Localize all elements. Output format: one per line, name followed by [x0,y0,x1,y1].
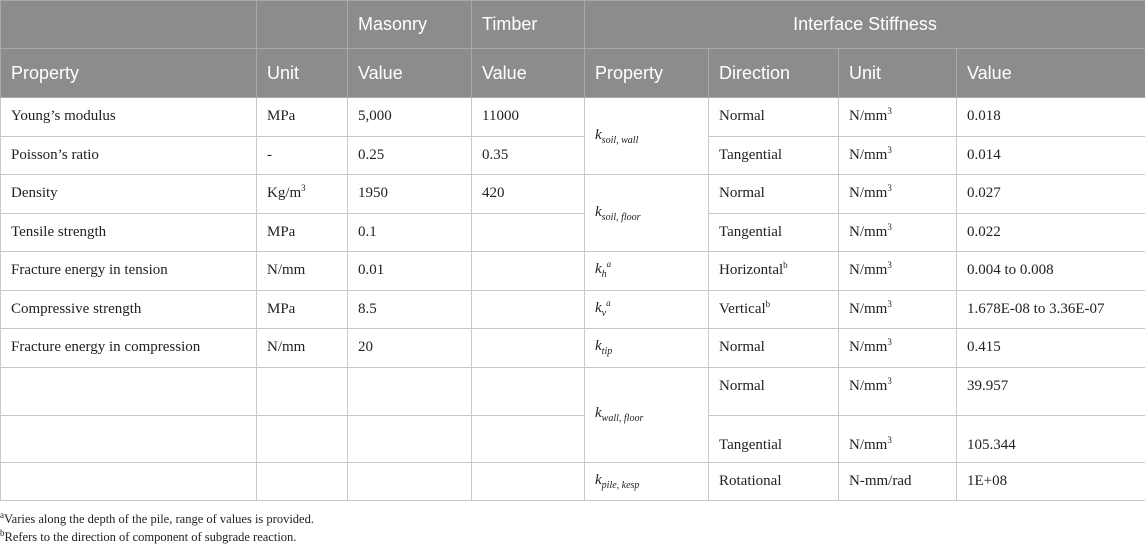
table-row [1,252,1145,291]
if-value-cell: 0.415 [957,329,1145,368]
footnote-a: $^a$Varies along the depth of the pile, range of values is provided. [0,509,314,526]
header-masonry: Masonry [348,1,472,49]
k-tip: $k_{tip}$ [585,329,709,368]
if-unit-cell: $N/mm^3$ [839,175,957,214]
k-wall-floor: $k_{wall, floor}$ [585,367,709,462]
table-row [1,136,1145,175]
direction-cell: Rotational [709,462,839,501]
empty-cell [257,416,348,463]
if-unit-cell: $N/mm^3$ [839,416,957,463]
table-row [1,329,1145,368]
unit-cell: MPa [257,213,348,252]
if-unit-cell: $N/mm^3$ [839,329,957,368]
empty-cell [472,462,585,501]
empty-cell [257,462,348,501]
if-value-cell: 1E+08 [957,462,1145,501]
if-unit-cell: $N/mm^3$ [839,252,957,291]
timber-value-cell [472,213,585,252]
unit-cell: N/mm [257,252,348,291]
empty-cell [348,416,472,463]
if-value-cell: 0.014 [957,136,1145,175]
k-soil-wall: $k_{soil, wall}$ [585,98,709,175]
header-timber: Timber [472,1,585,49]
header-blank [1,1,257,49]
if-unit-cell: $N/mm^3$ [839,367,957,416]
direction-cell: Tangential [709,213,839,252]
header-if-property: Property [585,49,709,98]
unit-cell: $Kg/m^3$ [257,175,348,214]
header-if-value: Value [957,49,1145,98]
if-unit-cell: $N/mm^3$ [839,213,957,252]
table-row [1,98,1145,137]
header-interface-stiffness: Interface Stiffness [585,1,1145,49]
masonry-value-cell: 0.01 [348,252,472,291]
direction-cell: Normal [709,98,839,137]
direction-cell: Tangential [709,416,839,463]
unit-cell: N/mm [257,329,348,368]
header-blank [257,1,348,49]
if-value-cell: 0.027 [957,175,1145,214]
header-if-unit: Unit [839,49,957,98]
if-value-cell: 0.004 to 0.008 [957,252,1145,291]
property-cell: Tensile strength [1,213,257,252]
timber-value-cell: 420 [472,175,585,214]
k-v: $k_v^a$ [585,290,709,329]
empty-cell [348,367,472,416]
header-property: Property [1,49,257,98]
direction-cell: Normal [709,175,839,214]
empty-cell [257,367,348,416]
k-pile-kesp: $k_{pile, kesp}$ [585,462,709,501]
footnote-b: $^b$Refers to the direction of component of subgrade reaction. [0,527,297,544]
if-value-cell: 1.678E-08 to 3.36E-07 [957,290,1145,329]
if-value-cell: 0.022 [957,213,1145,252]
if-value-cell: 39.957 [957,367,1145,416]
empty-cell [348,462,472,501]
masonry-value-cell: 0.25 [348,136,472,175]
timber-value-cell [472,290,585,329]
direction-cell: Vertical$^b$ [709,290,839,329]
property-cell: Compressive strength [1,290,257,329]
timber-value-cell [472,252,585,291]
table-row [1,367,1145,416]
property-cell: Poisson’s ratio [1,136,257,175]
masonry-value-cell: 20 [348,329,472,368]
direction-cell: Normal [709,367,839,416]
masonry-value-cell: 0.1 [348,213,472,252]
unit-cell: MPa [257,98,348,137]
header-timber-value: Value [472,49,585,98]
empty-cell [1,367,257,416]
if-unit-cell: $N/mm^3$ [839,136,957,175]
table-row [1,175,1145,214]
masonry-value-cell: 5,000 [348,98,472,137]
k-soil-floor: $k_{soil, floor}$ [585,175,709,252]
header-row-columns [1,49,1145,98]
table-row [1,290,1145,329]
empty-cell [472,367,585,416]
header-if-direction: Direction [709,49,839,98]
timber-value-cell [472,329,585,368]
if-value-cell: 105.344 [957,416,1145,463]
if-value-cell: 0.018 [957,98,1145,137]
direction-cell: Tangential [709,136,839,175]
empty-cell [1,462,257,501]
header-row-groups [1,1,1145,49]
masonry-value-cell: 8.5 [348,290,472,329]
empty-cell [472,416,585,463]
masonry-value-cell: 1950 [348,175,472,214]
empty-cell [1,416,257,463]
table-row [1,462,1145,501]
property-cell: Young’s modulus [1,98,257,137]
direction-cell: Normal [709,329,839,368]
table-row [1,213,1145,252]
property-cell: Fracture energy in compression [1,329,257,368]
header-masonry-value: Value [348,49,472,98]
unit-cell: MPa [257,290,348,329]
if-unit-cell: $N/mm^3$ [839,290,957,329]
timber-value-cell: 11000 [472,98,585,137]
if-unit-cell: N-mm/rad [839,462,957,501]
footnotes [0,510,314,546]
timber-value-cell: 0.35 [472,136,585,175]
k-h: $k_h^a$ [585,252,709,291]
property-cell: Fracture energy in tension [1,252,257,291]
header-unit: Unit [257,49,348,98]
if-unit-cell: $N/mm^3$ [839,98,957,137]
direction-cell: Horizontal$^b$ [709,252,839,291]
table-row [1,416,1145,463]
unit-cell: - [257,136,348,175]
property-cell: Density [1,175,257,214]
